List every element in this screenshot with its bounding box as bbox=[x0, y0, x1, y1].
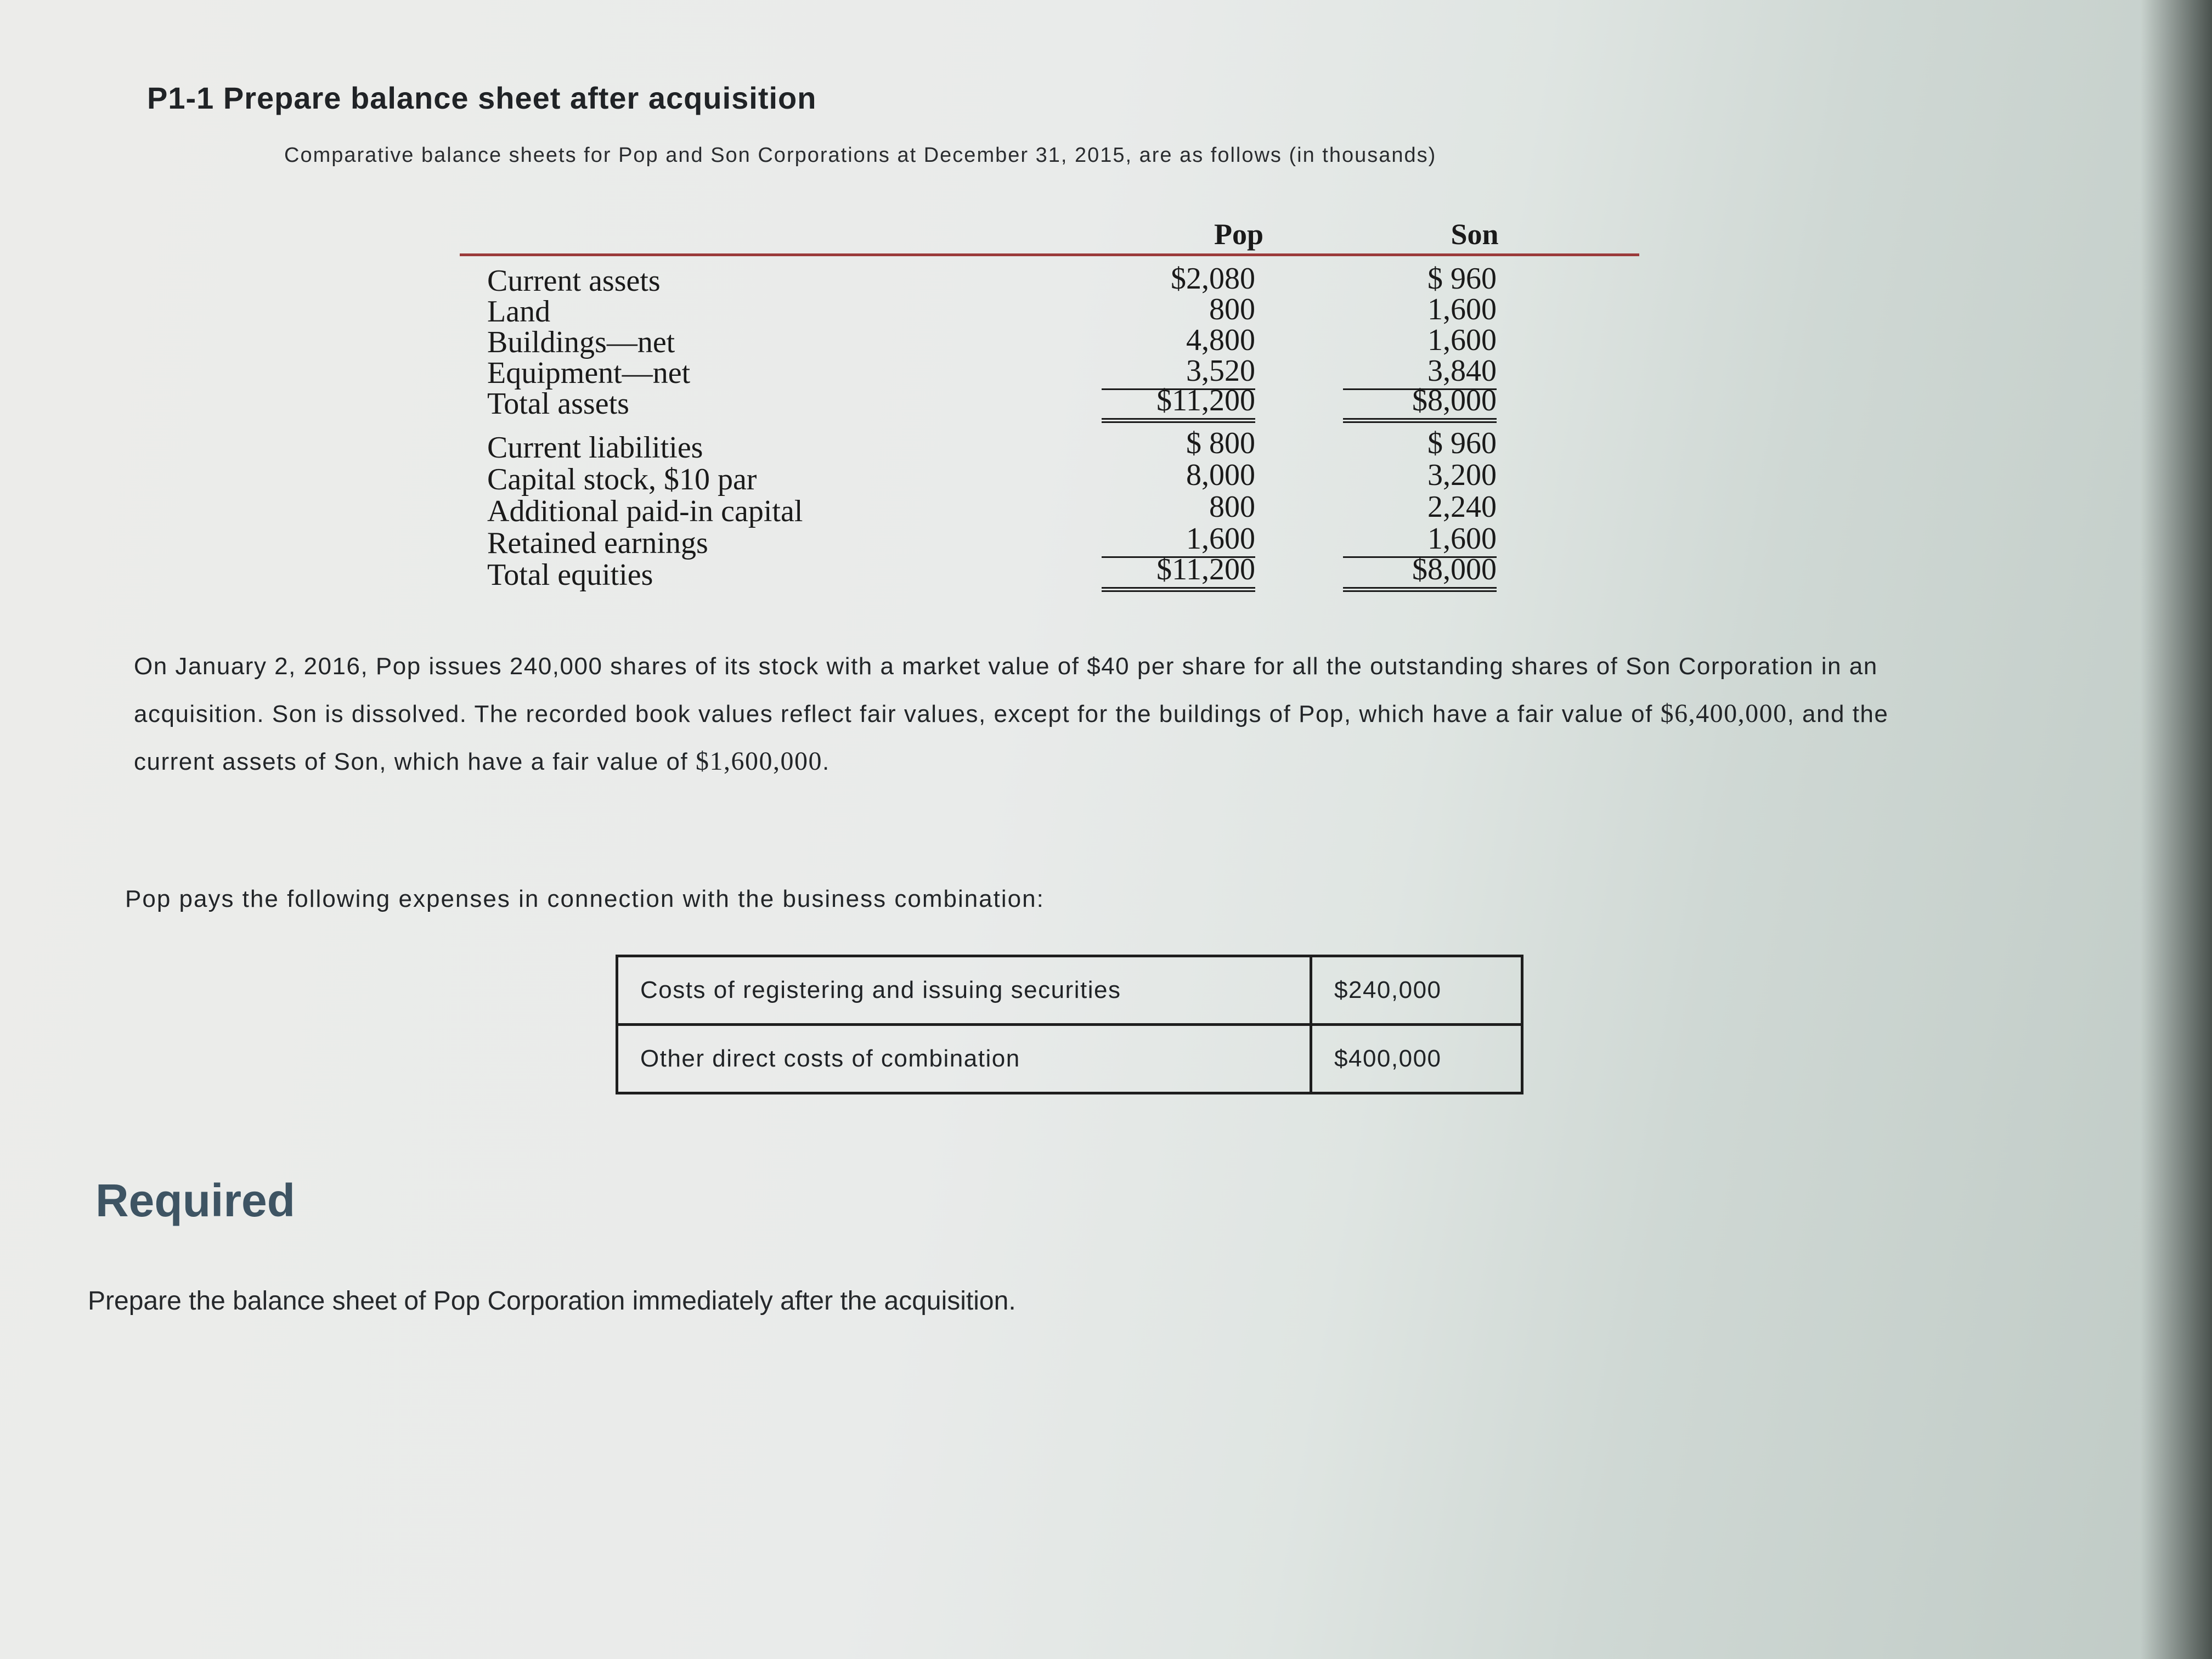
son-value: $ 960 bbox=[1427, 426, 1497, 460]
row-label: Land bbox=[487, 295, 551, 329]
table-row bbox=[617, 1025, 1522, 1093]
row-label: Equipment—net bbox=[487, 356, 691, 390]
son-value: $ 960 bbox=[1427, 262, 1497, 296]
row-label: Current liabilities bbox=[487, 431, 703, 465]
expenses-table bbox=[616, 955, 1523, 1094]
row-label: Current assets bbox=[487, 264, 661, 298]
header-rule bbox=[460, 253, 1639, 256]
row-label: Buildings—net bbox=[487, 325, 675, 359]
expenses-lead: Pop pays the following expenses in connection with the business combination: bbox=[125, 885, 1045, 912]
row-label: Additional paid-in capital bbox=[487, 494, 803, 528]
page-edge-shadow bbox=[2141, 0, 2212, 1659]
problem-title: P1-1 Prepare balance sheet after acquisition bbox=[147, 81, 817, 115]
expense-amount: $400,000 bbox=[1311, 1025, 1522, 1093]
required-text: Prepare the balance sheet of Pop Corporation immediately after the acquisition. bbox=[88, 1286, 1016, 1316]
pop-value: $ 800 bbox=[1186, 426, 1255, 460]
son-value: 1,600 bbox=[1343, 521, 1497, 558]
pop-total-equities: $11,200 bbox=[1102, 552, 1255, 592]
pop-value: 800 bbox=[1209, 490, 1255, 524]
son-value: 1,600 bbox=[1427, 292, 1497, 326]
narrative-text: . bbox=[822, 748, 830, 775]
expense-amount: $240,000 bbox=[1311, 956, 1522, 1025]
buildings-fair-value: $6,400,000 bbox=[1660, 699, 1787, 728]
pop-value: 1,600 bbox=[1102, 521, 1255, 558]
pop-value: 8,000 bbox=[1186, 458, 1255, 492]
son-value: 2,240 bbox=[1427, 490, 1497, 524]
column-header-son: Son bbox=[1451, 218, 1499, 251]
row-label: Capital stock, $10 par bbox=[487, 462, 757, 496]
row-label-total: Total equities bbox=[487, 558, 653, 592]
narrative-text: per share for all the outstanding shares of Son Corporation in an acquisition. Son is dissolved. The recorded book values reflect fair values, except for the buildings of Pop, which have a fair value of bbox=[134, 653, 1878, 727]
son-total-assets: $8,000 bbox=[1343, 383, 1497, 423]
pop-value: 800 bbox=[1209, 292, 1255, 326]
son-total-equities: $8,000 bbox=[1343, 552, 1497, 592]
expense-label: Other direct costs of combination bbox=[617, 1025, 1311, 1093]
current-assets-fair-value: $1,600,000 bbox=[695, 747, 822, 776]
row-label-total: Total assets bbox=[487, 387, 629, 421]
table-row bbox=[617, 956, 1522, 1025]
row-label: Retained earnings bbox=[487, 526, 708, 560]
expense-label: Costs of registering and issuing securities bbox=[617, 956, 1311, 1025]
narrative-text: , and the current assets of Son, which have a fair value of bbox=[134, 701, 1889, 775]
son-value: 1,600 bbox=[1427, 323, 1497, 357]
market-price: $40 bbox=[1087, 653, 1130, 680]
pop-total-assets: $11,200 bbox=[1102, 383, 1255, 423]
comparative-balance-sheet bbox=[460, 217, 1639, 596]
son-value: 3,200 bbox=[1427, 458, 1497, 492]
pop-value: 4,800 bbox=[1186, 323, 1255, 357]
column-header-pop: Pop bbox=[1214, 218, 1264, 251]
pop-value: $2,080 bbox=[1171, 262, 1255, 296]
son-value: 3,840 bbox=[1343, 353, 1497, 390]
narrative-text: On January 2, 2016, Pop issues 240,000 shares of its stock with a market value of bbox=[134, 653, 1087, 680]
problem-intro: Comparative balance sheets for Pop and Son Corporations at December 31, 2015, are as follows (in thousands) bbox=[284, 144, 1437, 167]
pop-value: 3,520 bbox=[1102, 353, 1255, 390]
required-heading: Required bbox=[95, 1175, 296, 1226]
acquisition-narrative bbox=[134, 643, 1972, 786]
